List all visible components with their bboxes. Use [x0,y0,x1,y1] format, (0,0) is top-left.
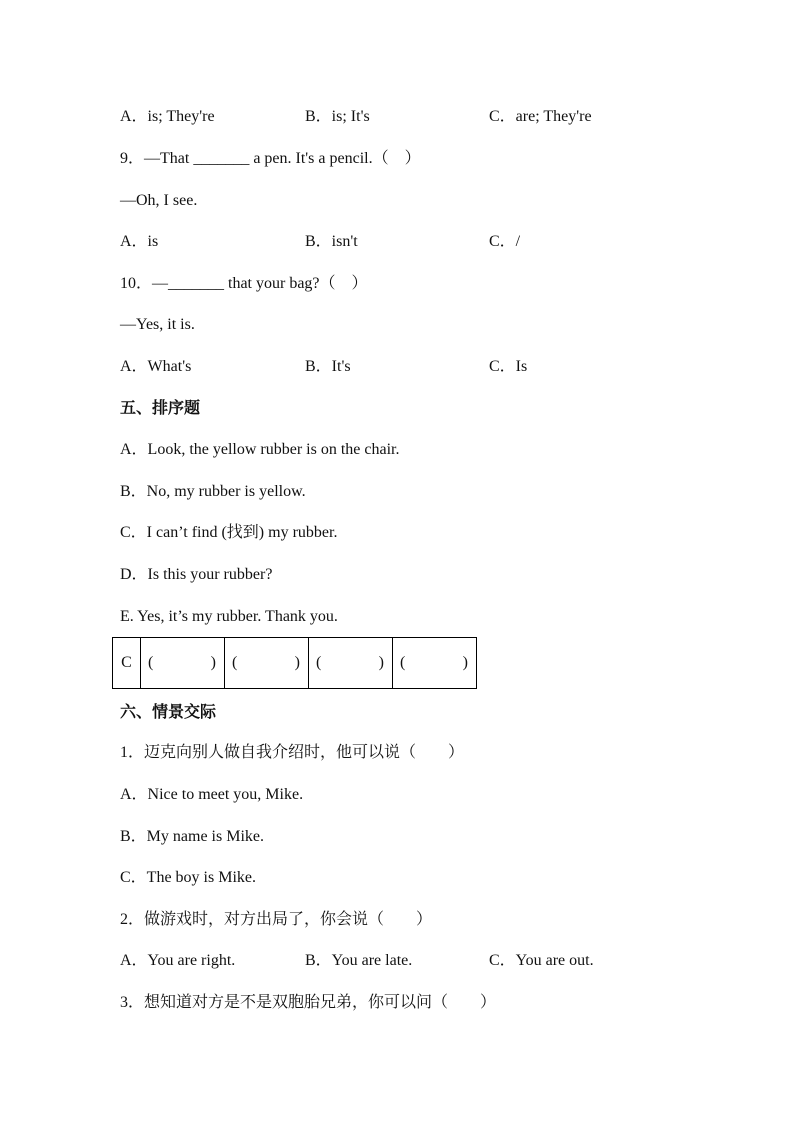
q8-option-b: B．is; It's [305,108,370,125]
q10-option-b: B．It's [305,358,351,375]
section5-item-b: B．No, my rubber is yellow. [120,483,306,500]
paren-open: ( [316,654,322,671]
q9-option-a: A．is [120,233,159,250]
q10-stem: 10．—_______ that your bag?（ ） [120,275,368,292]
paren-close: ) [462,654,468,671]
q8-option-a: A．is; They're [120,108,215,125]
ordering-blank-3[interactable] [309,638,393,689]
paren-close: ) [210,654,216,671]
s6-q1-option-c: C．The boy is Mike. [120,869,256,886]
s6-q2-option-a: A．You are right. [120,952,236,969]
s6-q2-stem: 2．做游戏时，对方出局了，你会说（ ） [120,911,433,928]
paren-open: ( [400,654,406,671]
q9-stem: 9．—That _______ a pen. It's a pencil.（ ） [120,150,421,167]
section5-title: 五、排序题 [120,398,201,417]
q10-reply: —Yes, it is. [120,316,195,333]
q9-reply: —Oh, I see. [120,192,198,209]
ordering-blank-1[interactable] [141,638,225,689]
s6-q1-option-b: B．My name is Mike. [120,828,264,845]
s6-q2-option-b: B．You are late. [305,952,413,969]
q10-option-a: A．What's [120,358,192,375]
paren-open: ( [148,654,154,671]
paren-close: ) [294,654,300,671]
q9-option-c: C．/ [489,233,521,250]
s6-q2-option-c: C．You are out. [489,952,594,969]
paren-open: ( [232,654,238,671]
s6-q1-option-a: A．Nice to meet you, Mike. [120,786,304,803]
q8-option-c: C．are; They're [489,108,592,125]
q10-option-c: C．Is [489,358,528,375]
section5-item-d: D．Is this your rubber? [120,566,273,583]
ordering-blank-4[interactable] [393,638,477,689]
ordering-blank-2[interactable] [225,638,309,689]
section5-item-c: C．I can’t find (找到) my rubber. [120,524,338,541]
s6-q1-stem: 1．迈克向别人做自我介绍时，他可以说（ ） [120,744,465,761]
ordering-answer-table [112,637,477,689]
section5-item-e: E. Yes, it’s my rubber. Thank you. [120,608,338,625]
s6-q3-stem: 3．想知道对方是不是双胞胎兄弟，你可以问（ ） [120,994,497,1011]
ordering-first-cell: C [113,638,141,689]
paren-close: ) [378,654,384,671]
section5-item-a: A．Look, the yellow rubber is on the chair. [120,441,400,458]
section6-title: 六、情景交际 [120,702,217,721]
q9-option-b: B．isn't [305,233,358,250]
